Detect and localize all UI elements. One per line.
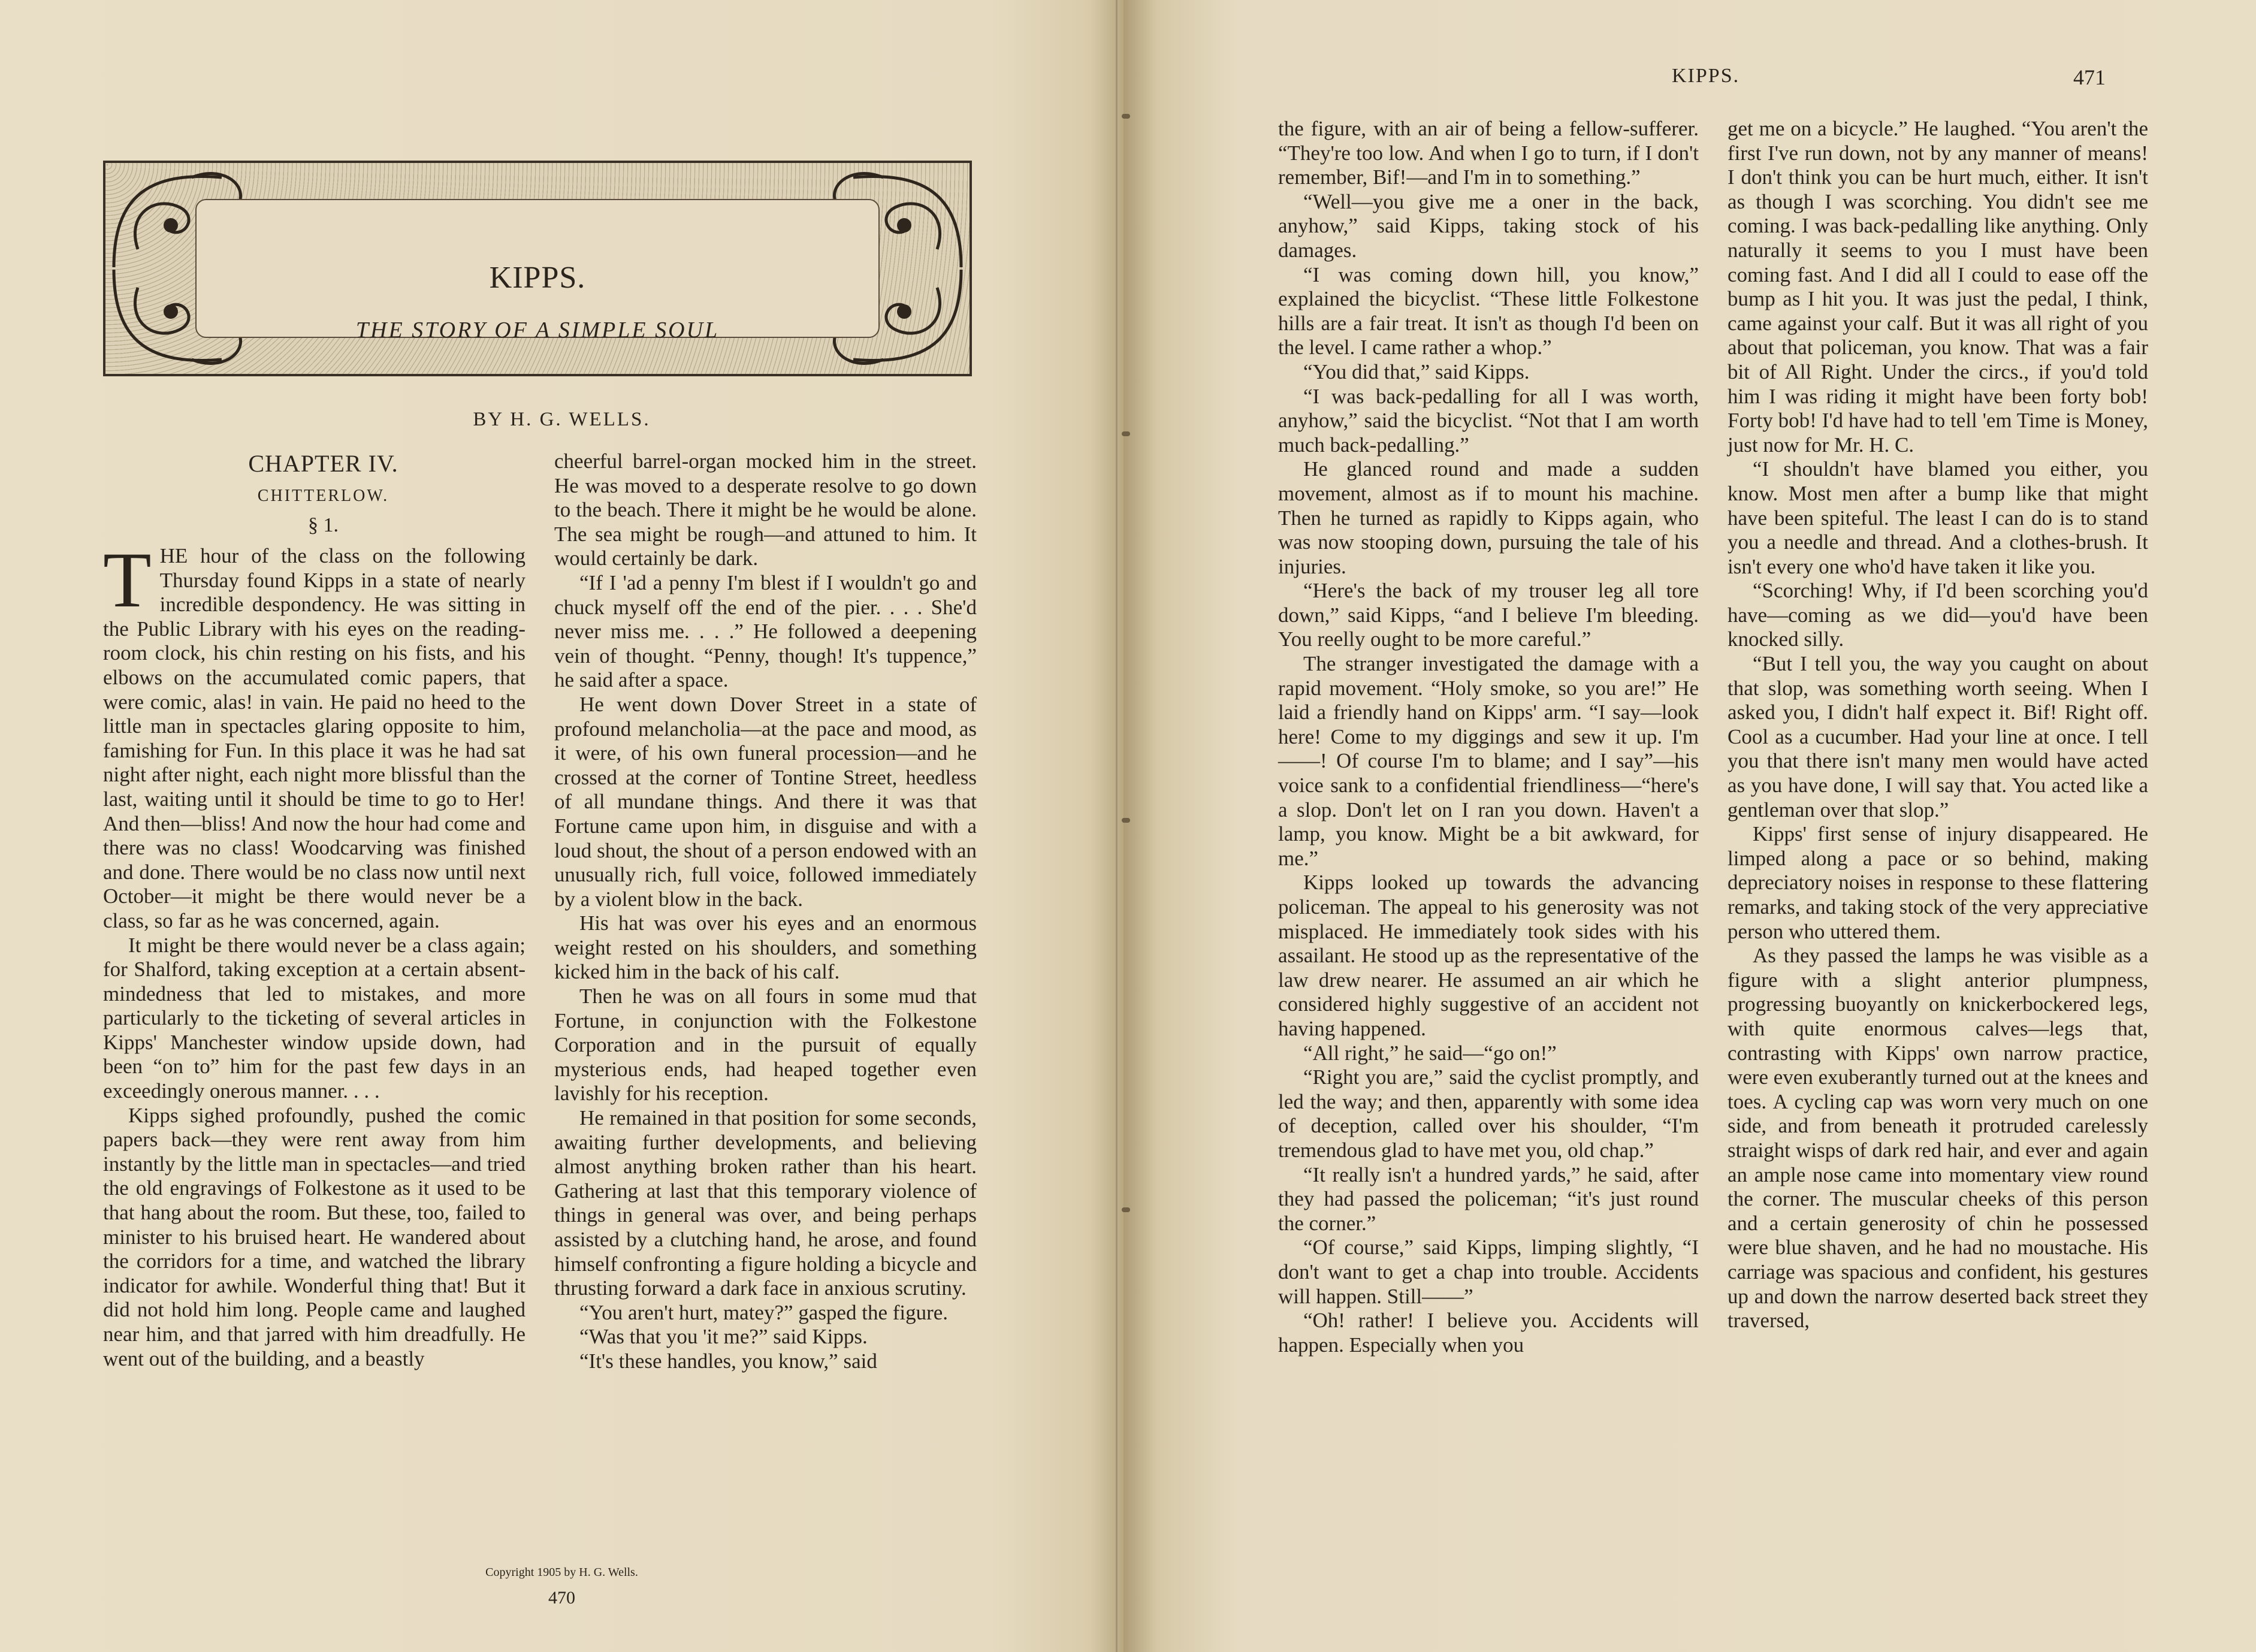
paragraph-text: HE hour of the class on the following Thursday found Kipps in a state of nearly incredible despondency. He was sitting in the Public Library with his eyes on the reading-room clock, his chin resting on his fists, and his elbows on the accumulated comic papers, that were comic, alas! in vain. He paid no heed to the little man in spectacles glaring opposite to him, famishing for Fun. In this place it was he had sat night after night, each night more blissful than the last, waiting until it should be time to go to Her! And then—bliss! And now the hour had come and there was no class! Woodcarving was finished and done. There would be no class now until next October—it might be there would never be a class, so far as he was concerned, again. <box>103 544 526 932</box>
byline: BY H. G. WELLS. <box>473 409 651 430</box>
paragraph: “You did that,” said Kipps. <box>1303 360 1530 383</box>
paragraph: His hat was over his eyes and an enormous weight rested on his shoulders, and something kicked him in the back of his calf. <box>554 911 977 984</box>
title-ornament-panel <box>103 161 972 376</box>
paragraph: Kipps looked up towards the advancing policeman. The appeal to his generosity was not misplaced. He immediately took sides with his assailant. He stood up as the representative of the law drew nearer. He assumed an air which he considered highly suggestive of an accident not having happened. <box>1278 871 1699 1040</box>
left-page <box>0 0 1124 1652</box>
book-gutter <box>1116 0 1118 1652</box>
text-column-2 <box>554 449 977 1374</box>
paragraph: “But I tell you, the way you caught on about that slop, was something worth seeing. When I asked you, I didn't half expect it. Bif! Right off. Cool as a cucumber. Had your line at once. I tell you that there isn't many men would have acted as you have done, I will say that. You acted like a gentleman over that slop.” <box>1728 652 2148 822</box>
paragraph: “You aren't hurt, matey?” gasped the figure. <box>579 1300 949 1324</box>
paragraph: “It really isn't a hundred yards,” he said, after they had passed the policeman; “it's just round the corner.” <box>1278 1162 1699 1235</box>
section-mark: § 1. <box>308 514 339 536</box>
paragraph: “Of course,” said Kipps, limping slightly, “I don't want to get a chap into trouble. Accidents will happen. Still——” <box>1278 1236 1699 1308</box>
chapter-title: CHITTERLOW. <box>257 487 389 505</box>
paragraph <box>103 536 526 934</box>
paragraph: “I was coming down hill, you know,” explained the bicyclist. “These little Folkestone hills are a fair treat. It isn't as though I'd been on the level. I came rather a whop.” <box>1278 262 1699 360</box>
right-page <box>1124 0 2256 1652</box>
text-column-1 <box>103 536 526 1371</box>
page-number-right: 471 <box>2073 65 2106 89</box>
paragraph: “It's these handles, you know,” said <box>579 1349 877 1373</box>
paragraph: He went down Dover Street in a state of profound melancholia—at the pace and mood, as it were, of his own funeral procession—and he crossed at the corner of Tontine Street, heedless of all mundane things. And there it was that Fortune came upon him, in disguise and with a loud shout, the shout of a person endowed with an unusually rich, full voice, followed immediately by a violent blow in the back. <box>554 692 977 911</box>
running-head: KIPPS. <box>1672 65 1740 87</box>
paragraph: “Here's the back of my trouser leg all tore down,” said Kipps, “and I believe I'm bleeding. You reelly ought to be more careful.” <box>1278 579 1699 651</box>
paragraph: “I was back-pedalling for all I was worth, anyhow,” said the bicyclist. “Not that I am worth much back-pedalling.” <box>1278 384 1699 457</box>
paragraph: He glanced round and made a sudden movement, almost as if to mount his machine. Then he turned as rapidly to Kipps again, who was now stooping down, pursuing the tale of his injuries. <box>1278 457 1699 578</box>
paragraph: “I shouldn't have blamed you either, you know. Most men after a bump like that might have been spiteful. The least I can do is to stand you a needle and thread. And a clothes-brush. It isn't every one who'd have taken it like you. <box>1728 457 2148 578</box>
drop-cap: T <box>103 536 152 624</box>
chapter-heading: CHAPTER IV. <box>248 450 398 477</box>
paragraph: He remained in that position for some seconds, awaiting further developments, and believing almost anything broken rather than his heart. Gathering at last that this temporary violence of things in general was over, and being perhaps assisted by a clutching hand, he arose, and found himself confronting a figure holding a bicycle and thrusting forward a dark face in anxious scrutiny. <box>554 1106 977 1300</box>
binding-stitch-icon <box>1122 431 1130 436</box>
paragraph: “Right you are,” said the cyclist promptly, and led the way; and then, apparently with some idea of deception, called over his shoulder, “I'm tremendous glad to have met you, old chap.” <box>1278 1065 1699 1162</box>
binding-stitch-icon <box>1122 114 1130 119</box>
story-subtitle: THE STORY OF A SIMPLE SOUL <box>355 318 720 343</box>
paragraph: “Scorching! Why, if I'd been scorching you'd have—coming as we did—you'd have been knocked silly. <box>1728 579 2148 651</box>
story-title: KIPPS. <box>489 261 586 295</box>
paragraph: “Well—you give me a oner in the back, anyhow,” said Kipps, taking stock of his damages. <box>1278 189 1699 262</box>
paragraph: Kipps sighed profoundly, pushed the comic papers back—they were rent away from him instantly by the little man in spectacles—and tried the old engravings of Folkestone as it used to be that hang about the room. But these, too, failed to minister to his bruised heart. He wandered about the corridors for a time, and watched the library indicator for awhile. Wonderful thing that! But it did not hold him long. People came and laughed near him, and that jarred with him dreadfully. He went out of the building, and a beastly <box>103 1103 526 1370</box>
paragraph: “If I 'ad a penny I'm blest if I wouldn't go and chuck myself off the end of the pier. . . . She'd never miss me. . . .” He followed a deepening vein of thought. “Penny, though! It's tuppence,” he said after a space. <box>554 570 977 692</box>
paragraph: get me on a bicycle.” He laughed. “You aren't the first I've run down, not by any manner of means! I don't think you can be hurt much, either. It isn't as though I was scorching. You didn't see me coming. I was back-pedalling like anything. Only naturally it seems to you I must have been coming fast. And I did all I could to ease off the bump as I hit you. It was just the pedal, I think, came against your calf. But it was all right of you about that policeman, you know. That was a fair bit of All Right. Under the circs., if you'd told him I was riding it might have been forty bob! Forty bob! I'd have had to tell 'em Time is Money, just now for Mr. H. C. <box>1728 117 2148 457</box>
text-column-4 <box>1728 117 2148 1333</box>
paragraph: cheerful barrel-organ mocked him in the street. He was moved to a desperate resolve to go down to the beach. There it might be he would be alone. The sea might be rough—and attuned to him. It would certainly be dark. <box>554 449 977 570</box>
paragraph: The stranger investigated the damage with a rapid movement. “Holy smoke, so you are!” He laid a friendly hand on Kipps' arm. “I say—look here! Come to my diggings and sew it up. I'm——! Of course I'm to blame; and I say”—his voice sank to a confidential friendliness—“here's a slop. Don't let on I ran you down. Haven't a lamp, you know. Might be a bit awkward, for me.” <box>1278 652 1699 870</box>
binding-stitch-icon <box>1122 818 1130 823</box>
paragraph: Then he was on all fours in some mud that Fortune, in conjunction with the Folkestone Corporation and in the pursuit of equally mysterious ends, had heaped together even lavishly for his reception. <box>554 984 977 1106</box>
paragraph: “Was that you 'it me?” said Kipps. <box>579 1325 868 1349</box>
paragraph: “All right,” he said—“go on!” <box>1303 1041 1557 1065</box>
paragraph: the figure, with an air of being a fellow-sufferer. “They're too low. And when I go to turn, if I don't remember, Bif!—and I'm in to something.” <box>1278 117 1699 189</box>
copyright-notice: Copyright 1905 by H. G. Wells. <box>485 1566 638 1579</box>
title-cartouche <box>195 199 880 343</box>
paragraph: “Oh! rather! I believe you. Accidents will happen. Especially when you <box>1278 1309 1699 1357</box>
page-number-left: 470 <box>548 1588 575 1608</box>
text-column-3 <box>1278 117 1699 1357</box>
paragraph: It might be there would never be a class again; for Shalford, taking exception at a certain absent-mindedness that led to mistakes, and more particularly to the ticketing of several articles in Kipps' Manchester window upside down, had been “on to” him for the past few days in an exceedingly onerous manner. . . . <box>103 933 526 1103</box>
paragraph: As they passed the lamps he was visible as a figure with a slight anterior plumpness, progressing buoyantly on knickerbockered legs, with quite enormous calves—legs that, contrasting with Kipps' own narrow practice, were even exuberantly turned out at the knees and toes. A cycling cap was worn very much on one side, and from beneath it protruded carelessly straight wisps of dark red hair, and ever and again an ample nose came into momentary view round the corner. The muscular cheeks of this person and a certain generosity of chin he possessed were blue shaven, and he had no moustache. His carriage was spacious and confident, his gestures up and down the narrow deserted back street they traversed, <box>1728 944 2148 1333</box>
binding-stitch-icon <box>1122 1207 1130 1212</box>
paragraph: Kipps' first sense of injury disappeared. He limped along a pace or so behind, making depreciatory noises in response to these flattering remarks, and taking stock of the very appreciative person who uttered them. <box>1728 822 2148 943</box>
